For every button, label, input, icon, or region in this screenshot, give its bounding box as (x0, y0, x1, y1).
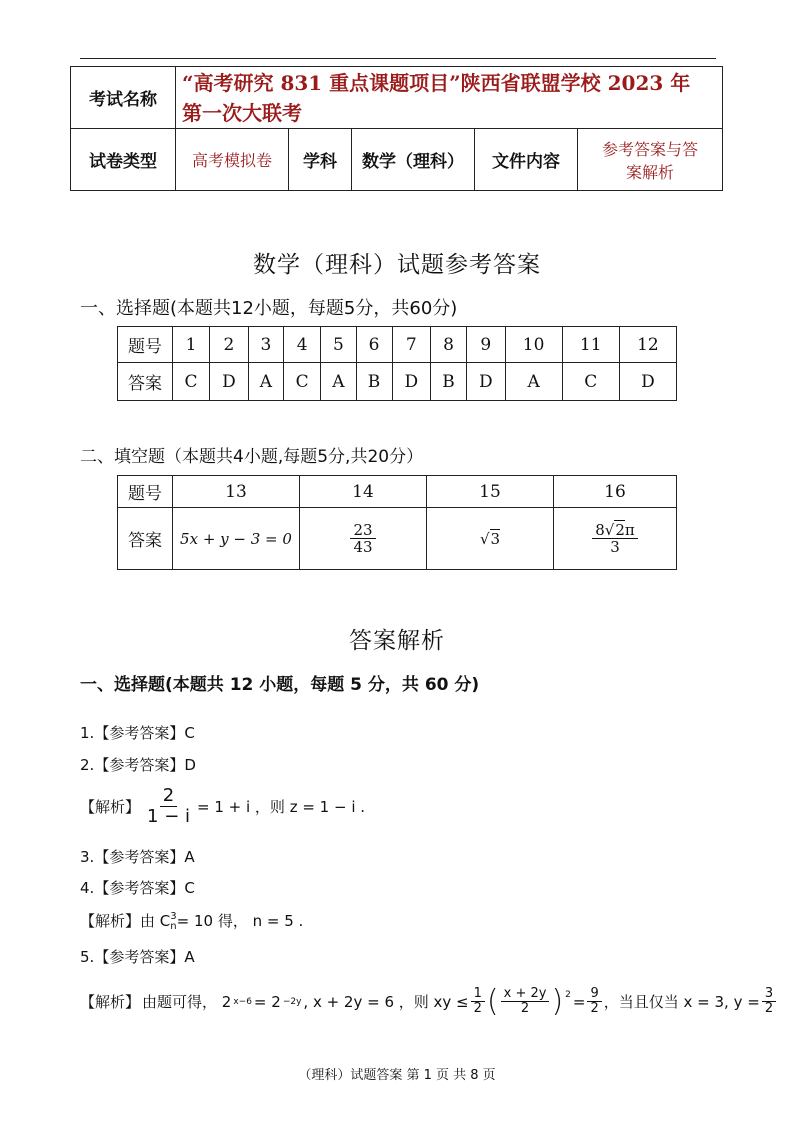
fill-number: 15 (427, 476, 554, 508)
fill-answer-row (118, 508, 677, 570)
fraction-numerator: 2 (160, 786, 177, 807)
ref-answer-label: 【参考答案】 (94, 724, 185, 742)
page-title: 数学（理科）试题参考答案 (253, 252, 541, 278)
half-fraction (471, 987, 485, 1017)
explanation-label: 【解析】 (80, 912, 141, 930)
exam-name-label: 考试名称 (71, 67, 176, 129)
analysis-title: 答案解析 (349, 628, 445, 654)
choice-number: 6 (356, 327, 392, 363)
choice-number: 2 (210, 327, 249, 363)
pi-symbol: π (624, 520, 635, 539)
ref-answer-value: A (184, 848, 195, 866)
choice-number: 8 (431, 327, 467, 363)
answer-line-q5 (80, 946, 195, 967)
ref-answer-label: 【参考答案】 (94, 756, 185, 774)
fill-answer-table (117, 475, 677, 570)
explanation-text: = 10 得， n = 5 . (176, 912, 304, 930)
row-label-number: 题号 (118, 327, 173, 363)
square-exponent: 2 (565, 990, 571, 1000)
header-rule (80, 58, 716, 59)
answer-16 (554, 508, 677, 570)
question-number: 4. (80, 879, 95, 897)
fraction-numerator: 3 (762, 987, 776, 1002)
fill-number-row (118, 476, 677, 508)
choice-number: 12 (619, 327, 676, 363)
radicand: 3 (490, 529, 501, 548)
question-number: 1. (80, 724, 95, 742)
choice-number: 4 (284, 327, 321, 363)
page-footer: （理科）试题答案 第 1 页 共 8 页 (298, 1068, 496, 1083)
choice-number: 3 (248, 327, 283, 363)
subject: 数学（理科） (352, 129, 475, 191)
choice-answer: C (284, 363, 321, 401)
answer-line-q1 (80, 722, 195, 743)
answer-line-q3 (80, 846, 195, 867)
exam-name-line1: “高考研究 831 重点课题项目”陕西省联盟学校 2023 年 (182, 70, 691, 95)
explanation-q4 (80, 910, 303, 932)
subject-label: 学科 (289, 129, 352, 191)
paper-type-label: 试卷类型 (71, 129, 176, 191)
question-number: 5. (80, 948, 95, 966)
row-label-number: 题号 (118, 476, 173, 508)
fill-number: 13 (173, 476, 300, 508)
exponent: −2y (282, 996, 302, 1007)
question-number: 2. (80, 756, 95, 774)
explanation-text: = 2 (253, 992, 281, 1011)
explanation-label: 【解析】 (80, 993, 141, 1011)
question-number: 3. (80, 848, 95, 866)
equals-sign: = (572, 992, 586, 1011)
explanation-text: , x + 2y = 6 ，则 xy ≤ (303, 993, 469, 1011)
content (578, 129, 723, 191)
choice-answer-table (117, 326, 677, 401)
fraction-denominator: 2 (520, 1001, 530, 1016)
explanation-text: 由 C (140, 912, 171, 930)
exam-name (176, 67, 723, 129)
choice-number: 10 (505, 327, 562, 363)
sqrt-symbol: √ (604, 520, 615, 539)
row-label-answer: 答案 (118, 363, 173, 401)
choice-answer: C (173, 363, 210, 401)
section1-heading: 一、选择题(本题共12小题，每题5分，共60分) (80, 298, 458, 319)
answer-13: 5x + y − 3 = 0 (173, 508, 300, 570)
answer-15 (427, 508, 554, 570)
answer-14 (300, 508, 427, 570)
answer-16-fraction (592, 522, 638, 556)
sqrt-symbol: √ (479, 529, 490, 548)
fraction-denominator: 1 − i (147, 805, 190, 827)
choice-answer: A (248, 363, 283, 401)
fraction-numerator: x + 2y (501, 987, 550, 1002)
choice-answer: D (467, 363, 506, 401)
choice-answer: D (210, 363, 249, 401)
fraction-numerator: 23 (350, 522, 375, 540)
ref-answer-value: C (184, 724, 195, 742)
fraction-numerator: 9 (587, 987, 601, 1002)
fraction-numerator (592, 522, 638, 540)
content-line2: 案解析 (625, 162, 674, 182)
right-paren: ) (551, 984, 564, 1019)
answer-line-q4 (80, 877, 195, 898)
fill-number: 16 (554, 476, 677, 508)
ref-answer-value: D (184, 756, 196, 774)
fraction-denominator: 2 (590, 1001, 599, 1016)
choice-answer: A (505, 363, 562, 401)
exam-name-line2: 第一次大联考 (182, 100, 302, 125)
answer-line-q2 (80, 754, 196, 775)
exponent: x−6 (233, 996, 252, 1007)
left-paren: ( (486, 984, 499, 1019)
choice-number: 5 (321, 327, 356, 363)
fill-number: 14 (300, 476, 427, 508)
choice-answer: B (431, 363, 467, 401)
y-fraction (762, 987, 776, 1017)
choice-number: 7 (392, 327, 431, 363)
q2-fraction (144, 786, 193, 827)
explanation-text: 由题可得， 2 (142, 993, 232, 1011)
fraction-denominator: 43 (353, 538, 373, 556)
ref-answer-label: 【参考答案】 (94, 848, 185, 866)
choice-number-row (118, 327, 677, 363)
answer-14-fraction (350, 522, 375, 556)
fraction-numerator: 1 (471, 987, 485, 1002)
coefficient: 8 (595, 520, 605, 539)
ref-answer-label: 【参考答案】 (94, 948, 185, 966)
fraction-denominator: 3 (610, 538, 620, 556)
paper-type: 高考模拟卷 (176, 129, 289, 191)
section2-heading: 二、填空题（本题共4小题,每题5分,共20分） (80, 447, 424, 467)
ref-answer-value: A (184, 948, 195, 966)
explanation-q2 (80, 786, 365, 827)
choice-answer: C (562, 363, 619, 401)
content-label: 文件内容 (475, 129, 578, 191)
fraction-denominator: 2 (764, 1001, 774, 1016)
choice-answer: D (619, 363, 676, 401)
choice-number: 11 (562, 327, 619, 363)
subscript: n (170, 920, 177, 932)
radicand: 2 (615, 520, 625, 539)
exam-info-table (70, 66, 723, 191)
ref-answer-value: C (184, 879, 195, 897)
choice-answer: B (356, 363, 392, 401)
result-fraction (587, 987, 601, 1017)
ref-answer-label: 【参考答案】 (94, 879, 185, 897)
analysis-heading: 一、选择题(本题共 12 小题，每题 5 分，共 60 分) (80, 675, 480, 695)
fraction-denominator: 2 (473, 1001, 482, 1016)
choice-answer: A (321, 363, 356, 401)
explanation-q5 (80, 984, 776, 1019)
explanation-label: 【解析】 (80, 797, 141, 816)
choice-number: 1 (173, 327, 210, 363)
choice-answer: D (392, 363, 431, 401)
choice-answer-row (118, 363, 677, 401)
explanation-text: ，当且仅当 x = 3, y = (603, 993, 760, 1011)
row-label-answer: 答案 (118, 508, 173, 570)
explanation-text: = 1 + i ，则 z = 1 − i . (197, 797, 366, 816)
choice-number: 9 (467, 327, 506, 363)
superscript: 3 (170, 910, 177, 922)
content-line1: 参考答案与答 (601, 139, 698, 159)
inner-fraction (501, 987, 550, 1017)
